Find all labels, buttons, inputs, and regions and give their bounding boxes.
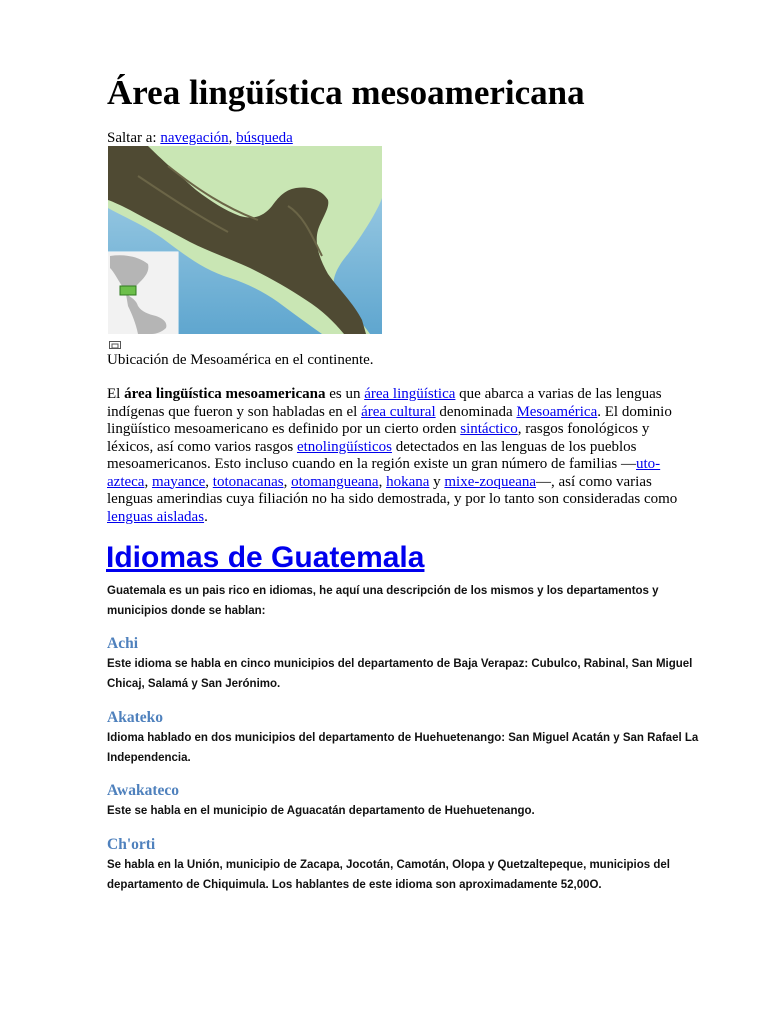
language-heading-chorti: Ch'orti xyxy=(107,836,156,853)
navigation-link[interactable]: navegación xyxy=(160,130,229,146)
link-etnolinguisticos[interactable]: etnolingüísticos xyxy=(296,438,392,455)
language-text-awakateco: Este se habla en el municipio de Aguacatán departamento de Huehuetenango. xyxy=(107,805,535,817)
guatemala-heading-link[interactable]: Idiomas de Guatemala xyxy=(106,541,425,574)
link-area-cultural[interactable]: área cultural xyxy=(361,403,436,420)
language-heading-akateko: Akateko xyxy=(107,709,163,726)
link-sintactico[interactable]: sintáctico xyxy=(460,421,518,437)
link-area-linguistica[interactable]: área lingüística xyxy=(364,386,456,402)
guatemala-intro: Guatemala es un pais rico en idiomas, he aquí una descripción de los mismos y los departamentos y municipios donde se hablan: xyxy=(107,585,659,617)
page-title: Área lingüística mesoamericana xyxy=(107,73,585,112)
mesoamerica-map[interactable] xyxy=(108,146,382,334)
link-mesoamerica[interactable]: Mesoamérica xyxy=(516,403,598,420)
link-mayance[interactable]: mayance xyxy=(151,473,206,490)
bold-term: área lingüística mesoamericana xyxy=(124,386,326,402)
search-link[interactable]: búsqueda xyxy=(236,130,293,146)
link-uto-azteca[interactable]: uto-azteca xyxy=(107,456,661,490)
link-totonacanas[interactable]: totonacanas xyxy=(212,473,284,490)
image-caption: Ubicación de Mesoamérica en el continente. xyxy=(107,352,374,368)
section-heading-guatemala xyxy=(106,538,424,578)
language-heading-achi: Achi xyxy=(107,635,138,652)
link-hokana[interactable]: hokana xyxy=(386,473,430,490)
language-heading-awakateco: Awakateco xyxy=(107,782,180,799)
link-lenguas-aisladas[interactable]: lenguas aisladas xyxy=(107,508,205,525)
language-text-achi: Este idioma se habla en cinco municipios del departamento de Baja Verapaz: Cubulco, Rabinal, San Miguel Chicaj, Salamá y San Jerónimo. xyxy=(107,658,693,690)
intro-paragraph: El área lingüística mesoamericana es un área lingüística que abarca a varias de las lenguas indígenas que fueron y son habladas en el área cultural denominada Mesoamérica. El dominio lingüístico mesoamericano es definido por un cierto orden sintáctico, rasgos fonológicos y léxicos, así como varios rasgos etnolingüísticos detectados en las lenguas de los pueblos mesoamericanos. Esto incluso cuando en la región existe un gran número de familias —uto-azteca, mayance, totonacanas, otomangueana, hokana y mixe-zoqueana—, así como varias lenguas amerindias cuya filiación no ha sido demostrada, y por lo tanto son consideradas como lenguas aisladas. xyxy=(107,386,678,525)
language-text-akateko: Idioma hablado en dos municipios del departamento de Huehuetenango: San Miguel Acatán y San Rafael La Independencia. xyxy=(107,732,699,764)
link-mixe-zoqueana[interactable]: mixe-zoqueana xyxy=(444,473,537,490)
link-otomangueana[interactable]: otomangueana xyxy=(291,473,379,490)
jump-prefix: Saltar a: xyxy=(107,130,161,146)
jump-to-line xyxy=(107,128,293,148)
jump-separator: , xyxy=(228,130,237,146)
language-text-chorti: Se habla en la Unión, municipio de Zacapa, Jocotán, Camotán, Olopa y Quetzaltepeque, municipios del departamento de Chiquimula. Los hablantes de este idioma son aproximadamente 52,00O. xyxy=(107,859,670,891)
